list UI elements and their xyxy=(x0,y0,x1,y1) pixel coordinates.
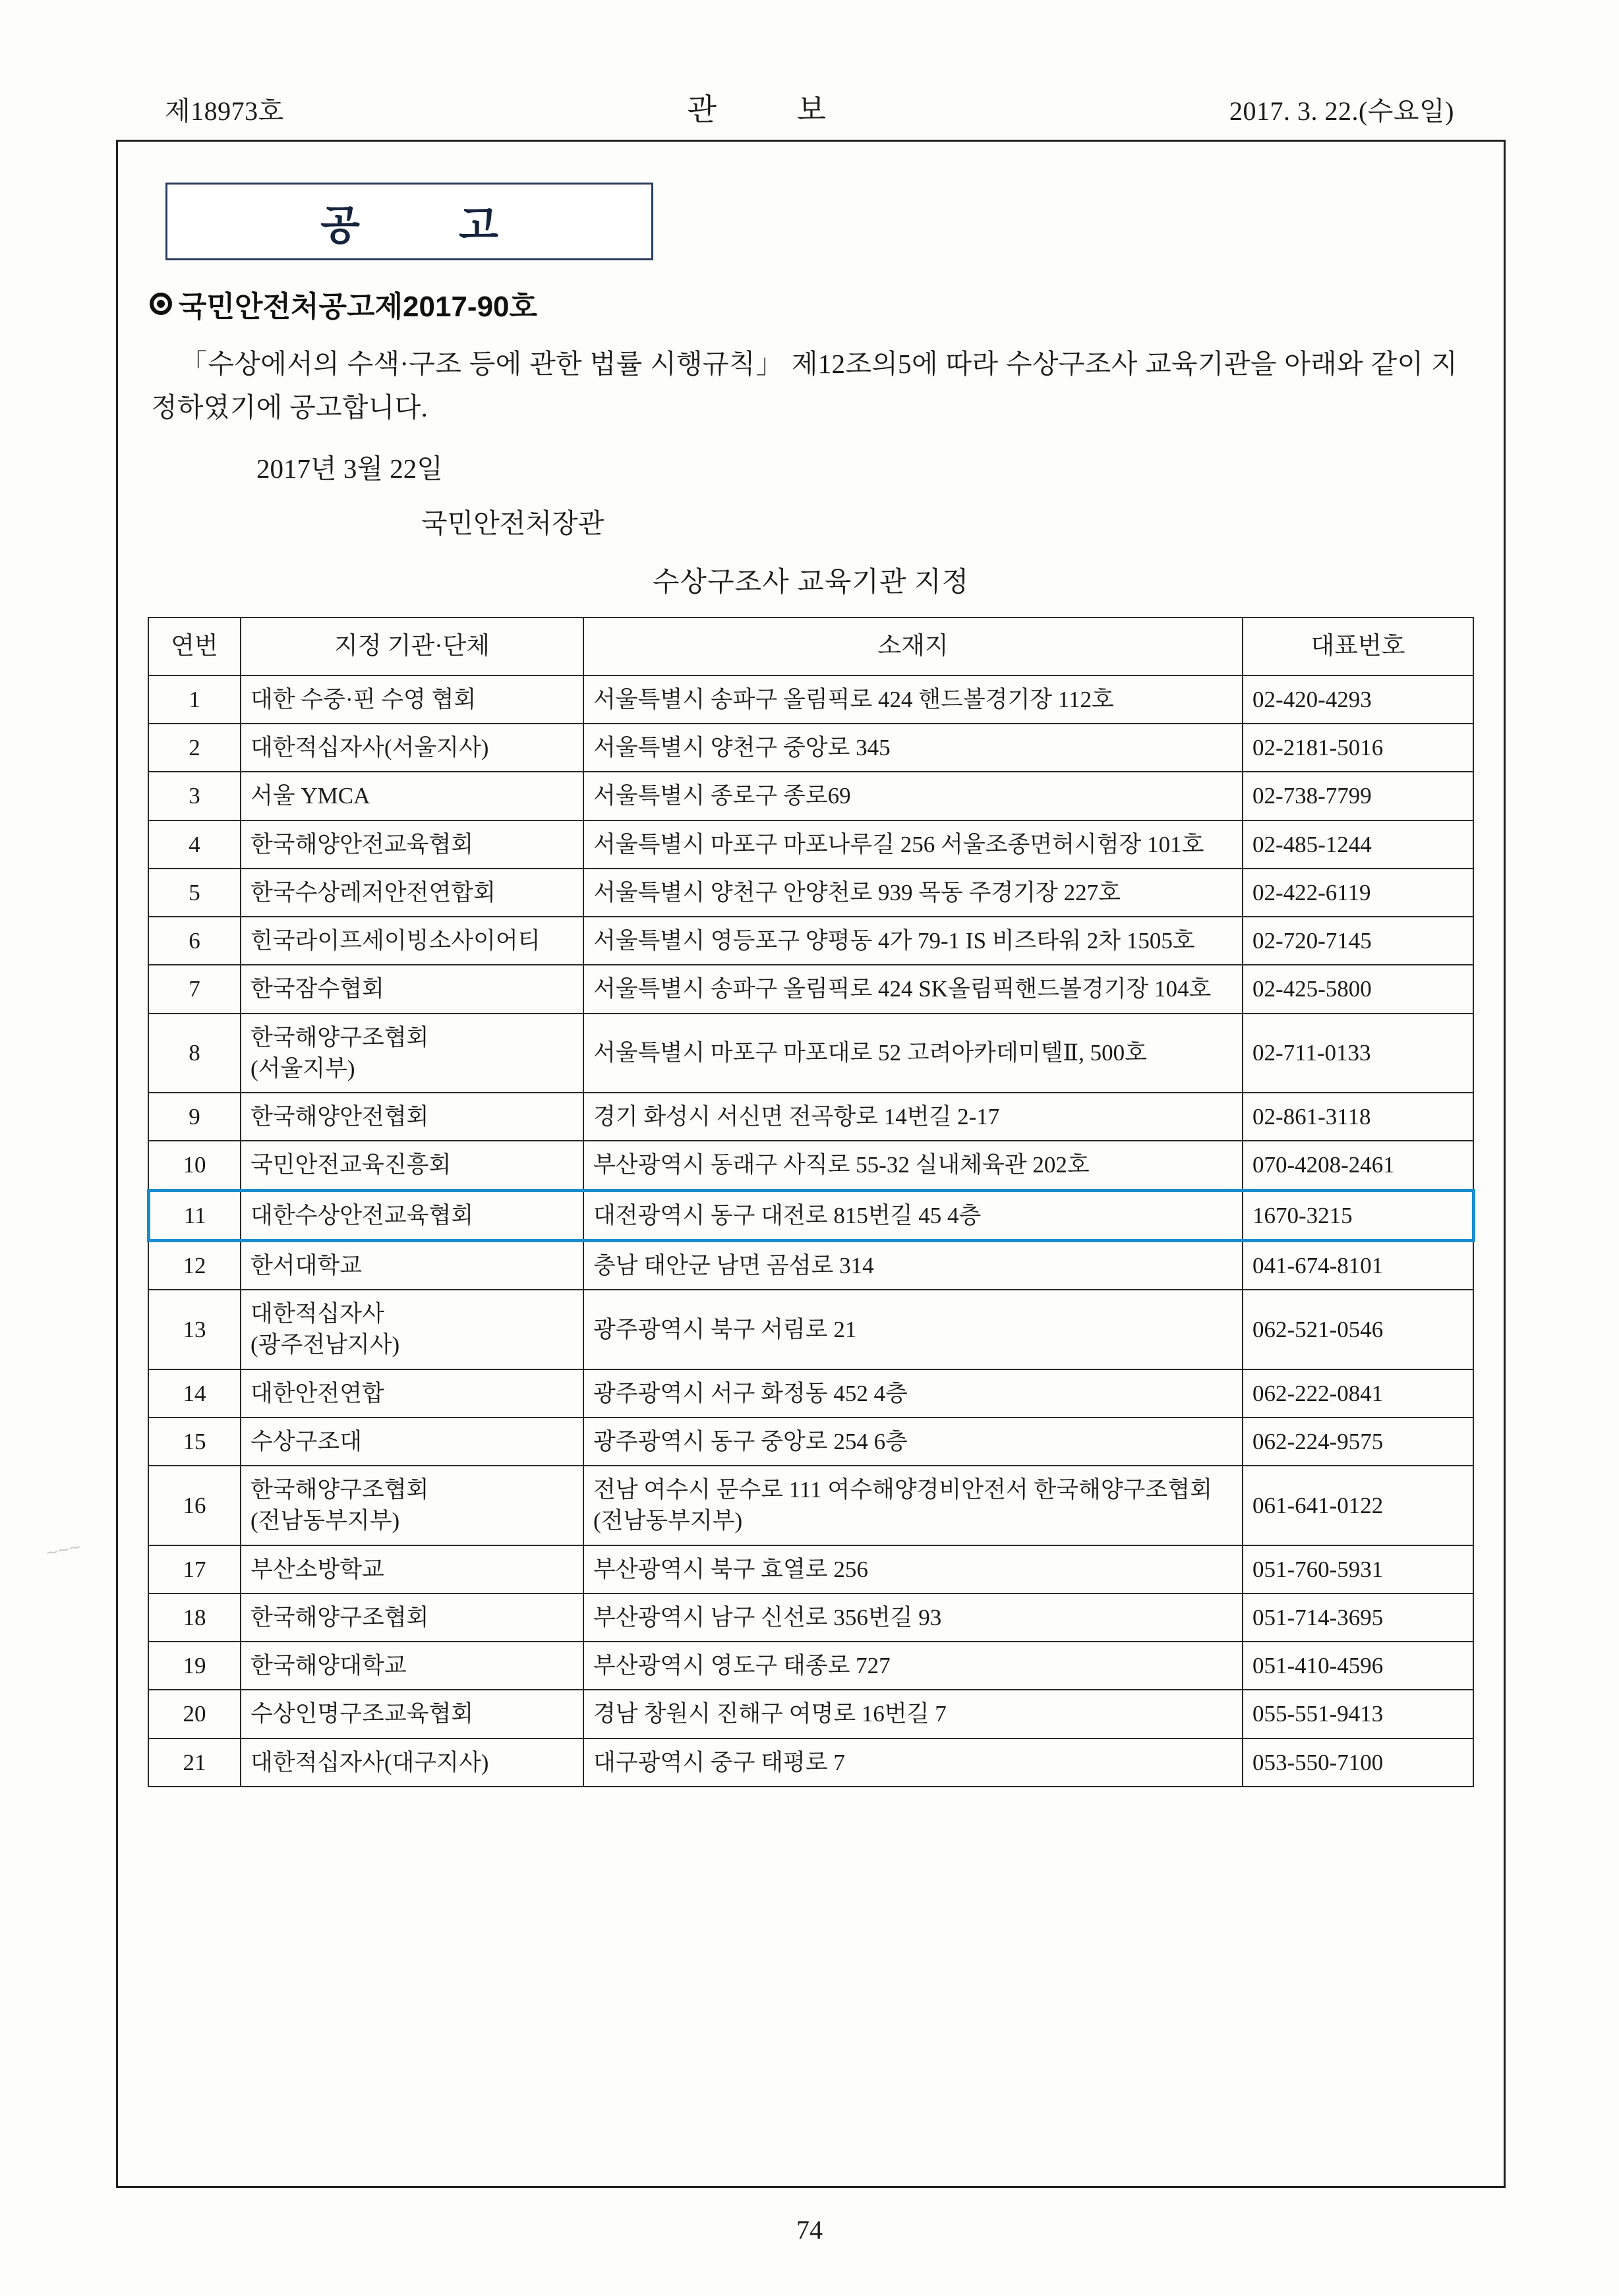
table-cell-org: 한서대학교 xyxy=(241,1240,583,1290)
table-row xyxy=(148,1466,1473,1545)
table-cell-addr: 서울특별시 양천구 중앙로 345 xyxy=(583,724,1243,772)
section-banner xyxy=(165,183,653,260)
table-cell-no: 10 xyxy=(148,1141,241,1190)
table-caption: 수상구조사 교육기관 지정 xyxy=(652,567,970,598)
table-row xyxy=(148,772,1473,820)
table-cell-addr: 서울특별시 마포구 마포대로 52 고려아카데미텔Ⅱ, 500호 xyxy=(583,1014,1243,1093)
column-header-org: 지정 기관·단체 xyxy=(241,617,583,675)
gazette-title: 관 보 xyxy=(687,93,863,127)
table-cell-addr: 충남 태안군 남면 곰섬로 314 xyxy=(583,1240,1243,1290)
table-cell-addr: 서울특별시 송파구 올림픽로 424 핸드볼경기장 112호 xyxy=(583,675,1243,724)
table-cell-addr: 대전광역시 동구 대전로 815번길 45 4층 xyxy=(583,1190,1243,1240)
table-cell-org: 한국수상레저안전연합회 xyxy=(241,869,583,917)
table-cell-no: 9 xyxy=(148,1093,241,1141)
column-header-addr: 소재지 xyxy=(583,617,1243,675)
table-cell-tel: 041-674-8101 xyxy=(1243,1240,1473,1290)
table-row xyxy=(148,1593,1473,1642)
table-cell-no: 7 xyxy=(148,965,241,1013)
table-cell-tel: 02-422-6119 xyxy=(1243,869,1473,917)
table-cell-no: 4 xyxy=(148,820,241,869)
table-cell-addr: 경기 화성시 서신면 전곡항로 14번길 2-17 xyxy=(583,1093,1243,1141)
table-cell-org: 서울 YMCA xyxy=(241,772,583,820)
table-cell-tel: 02-738-7799 xyxy=(1243,772,1473,820)
table-cell-tel: 02-485-1244 xyxy=(1243,820,1473,869)
table-cell-no: 13 xyxy=(148,1290,241,1369)
notice-number-text: 국민안전처공고제2017-90호 xyxy=(179,291,538,323)
table-cell-no: 16 xyxy=(148,1466,241,1545)
table-cell-org: 대한수상안전교육협회 xyxy=(241,1190,583,1240)
publication-date: 2017. 3. 22.(수요일) xyxy=(1229,96,1454,126)
table-cell-addr: 부산광역시 남구 신선로 356번길 93 xyxy=(583,1593,1243,1642)
table-row xyxy=(148,820,1473,869)
table-cell-org: 한국해양대학교 xyxy=(241,1642,583,1690)
table-cell-no: 3 xyxy=(148,772,241,820)
notice-number-heading xyxy=(150,283,1477,325)
table-cell-org: 대한안전연합 xyxy=(241,1369,583,1418)
notice-date: 2017년 3월 22일 xyxy=(256,453,443,484)
table-cell-no: 15 xyxy=(148,1418,241,1466)
table-cell-addr: 경남 창원시 진해구 여명로 16번길 7 xyxy=(583,1690,1243,1738)
table-cell-addr: 서울특별시 마포구 마포나루길 256 서울조종면허시험장 101호 xyxy=(583,820,1243,869)
table-cell-addr: 부산광역시 동래구 사직로 55-32 실내체육관 202호 xyxy=(583,1141,1243,1190)
table-cell-addr: 서울특별시 송파구 올림픽로 424 SK올림픽핸드볼경기장 104호 xyxy=(583,965,1243,1013)
table-cell-tel: 02-711-0133 xyxy=(1243,1014,1473,1093)
table-cell-no: 12 xyxy=(148,1240,241,1290)
table-cell-addr: 서울특별시 종로구 종로69 xyxy=(583,772,1243,820)
table-cell-org: 한국해양구조협회 xyxy=(241,1593,583,1642)
table-cell-tel: 062-222-0841 xyxy=(1243,1369,1473,1418)
table-row xyxy=(148,1290,1473,1369)
table-cell-tel: 062-521-0546 xyxy=(1243,1290,1473,1369)
table-cell-no: 6 xyxy=(148,917,241,965)
table-cell-org: 대한 수중·핀 수영 협회 xyxy=(241,675,583,724)
column-header-tel: 대표번호 xyxy=(1243,617,1473,675)
table-cell-addr: 서울특별시 영등포구 양평동 4가 79-1 IS 비즈타워 2차 1505호 xyxy=(583,917,1243,965)
table-cell-tel: 051-714-3695 xyxy=(1243,1593,1473,1642)
table-cell-org: 대한적십자사(서울지사) xyxy=(241,724,583,772)
table-cell-org: 수상인명구조교육협회 xyxy=(241,1690,583,1738)
table-cell-org: 국민안전교육진흥회 xyxy=(241,1141,583,1190)
notice-paragraph xyxy=(151,342,1457,430)
table-cell-org: 대한적십자사(대구지사) xyxy=(241,1738,583,1787)
table-cell-org: 대한적십자사 (광주전남지사) xyxy=(241,1290,583,1369)
notice-paragraph-line2: 아래와 같이 지정하였기에 공고합니다. xyxy=(151,349,1457,423)
table-row xyxy=(148,1418,1473,1466)
table-cell-tel: 02-425-5800 xyxy=(1243,965,1473,1013)
issue-number: 제18973호 xyxy=(165,96,284,126)
table-cell-addr: 부산광역시 북구 효열로 256 xyxy=(583,1545,1243,1593)
table-cell-org: 한국해양안전교육협회 xyxy=(241,820,583,869)
table-cell-no: 18 xyxy=(148,1593,241,1642)
notice-issuer: 국민안전처장관 xyxy=(421,507,604,538)
table-cell-org: 수상구조대 xyxy=(241,1418,583,1466)
table-row xyxy=(148,1240,1473,1290)
table-cell-addr: 광주광역시 북구 서림로 21 xyxy=(583,1290,1243,1369)
table-cell-addr: 대구광역시 중구 태평로 7 xyxy=(583,1738,1243,1787)
section-banner-label: 공고 xyxy=(320,202,597,248)
table-cell-org: 한국해양구조협회 (전남동부지부) xyxy=(241,1466,583,1545)
running-head xyxy=(165,86,1454,129)
table-cell-addr: 부산광역시 영도구 태종로 727 xyxy=(583,1642,1243,1690)
table-row xyxy=(148,1014,1473,1093)
table-row xyxy=(148,1642,1473,1690)
table-cell-tel: 02-2181-5016 xyxy=(1243,724,1473,772)
table-cell-no: 17 xyxy=(148,1545,241,1593)
scan-artifact: ~~~ xyxy=(44,1535,83,1565)
table-cell-addr: 서울특별시 양천구 안양천로 939 목동 주경기장 227호 xyxy=(583,869,1243,917)
table-row xyxy=(148,869,1473,917)
table-cell-no: 21 xyxy=(148,1738,241,1787)
table-cell-tel: 053-550-7100 xyxy=(1243,1738,1473,1787)
table-cell-tel: 055-551-9413 xyxy=(1243,1690,1473,1738)
table-row xyxy=(148,724,1473,772)
table-row xyxy=(148,1738,1473,1787)
table-row xyxy=(148,1141,1473,1190)
table-row xyxy=(148,1369,1473,1418)
table-header-row xyxy=(148,617,1473,675)
table-cell-tel: 070-4208-2461 xyxy=(1243,1141,1473,1190)
table-row xyxy=(148,1093,1473,1141)
table-row xyxy=(148,1690,1473,1738)
table-row xyxy=(148,965,1473,1013)
table-cell-org: 한국해양구조협회 (서울지부) xyxy=(241,1014,583,1093)
table-cell-tel: 1670-3215 xyxy=(1243,1190,1473,1240)
table-cell-addr: 광주광역시 서구 화정동 452 4층 xyxy=(583,1369,1243,1418)
table-cell-tel: 061-641-0122 xyxy=(1243,1466,1473,1545)
table-row xyxy=(148,917,1473,965)
table-row xyxy=(148,1545,1473,1593)
table-cell-no: 1 xyxy=(148,675,241,724)
table-cell-addr: 전남 여수시 문수로 111 여수해양경비안전서 한국해양구조협회(전남동부지부) xyxy=(583,1466,1243,1545)
table-cell-org: 힌국라이프세이빙소사이어티 xyxy=(241,917,583,965)
designated-institutions-table xyxy=(147,617,1475,1787)
table-cell-org: 한국잠수협회 xyxy=(241,965,583,1013)
table-cell-no: 20 xyxy=(148,1690,241,1738)
table-cell-tel: 02-720-7145 xyxy=(1243,917,1473,965)
filled-circle-icon xyxy=(150,293,172,315)
table-cell-tel: 051-760-5931 xyxy=(1243,1545,1473,1593)
table-cell-no: 2 xyxy=(148,724,241,772)
table-cell-no: 11 xyxy=(148,1190,241,1240)
page-inner xyxy=(144,168,1477,2166)
table-cell-no: 5 xyxy=(148,869,241,917)
table-cell-tel: 062-224-9575 xyxy=(1243,1418,1473,1466)
page-number: 74 xyxy=(796,2215,823,2245)
table-row xyxy=(148,675,1473,724)
table-cell-no: 14 xyxy=(148,1369,241,1418)
table-row xyxy=(148,1190,1473,1240)
table-cell-org: 한국해양안전협회 xyxy=(241,1093,583,1141)
table-cell-no: 19 xyxy=(148,1642,241,1690)
table-cell-addr: 광주광역시 동구 중앙로 254 6층 xyxy=(583,1418,1243,1466)
table-cell-tel: 02-861-3118 xyxy=(1243,1093,1473,1141)
notice-paragraph-line1: 「수상에서의 수색·구조 등에 관한 법률 시행규칙」 제12조의5에 따라 수상구조사 교육기관을 xyxy=(180,349,1277,379)
table-cell-org: 부산소방학교 xyxy=(241,1545,583,1593)
table-cell-no: 8 xyxy=(148,1014,241,1093)
column-header-no: 연번 xyxy=(148,617,241,675)
table-body xyxy=(148,675,1473,1787)
table-cell-tel: 051-410-4596 xyxy=(1243,1642,1473,1690)
page-frame xyxy=(116,140,1506,2188)
table-cell-tel: 02-420-4293 xyxy=(1243,675,1473,724)
